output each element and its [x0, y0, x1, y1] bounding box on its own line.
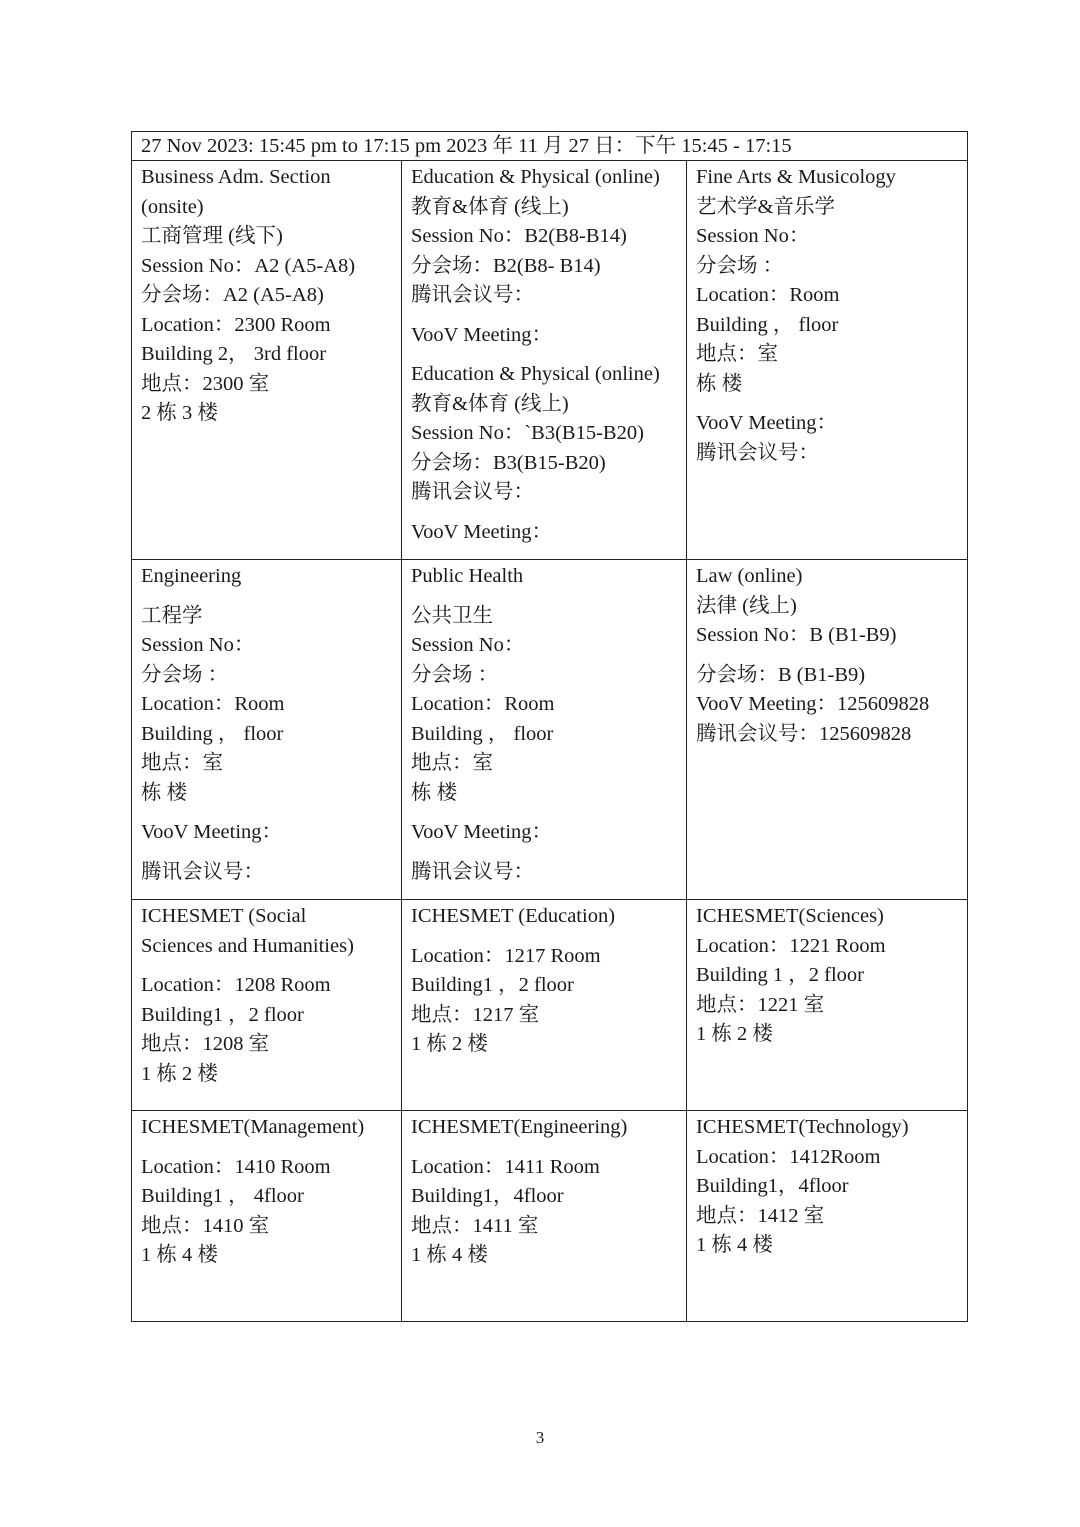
cell-text-line: 地点：2300 室	[141, 372, 270, 395]
session-cell-fine-arts-musicology	[687, 161, 968, 560]
cell-text-line: 工商管理 (线下)	[141, 225, 283, 247]
cell-text-line: 地点：1410 室	[141, 1214, 270, 1237]
session-cell-law	[687, 560, 968, 900]
cell-text-line: Building1，4floor	[411, 1185, 564, 1207]
cell-text-line: 1 栋 4 楼	[411, 1244, 488, 1266]
cell-text-line: 地点：1411 室	[411, 1214, 539, 1237]
cell-text-line: Location：1221 Room	[696, 934, 886, 957]
session-cell-ichesmet-engineering	[402, 1111, 687, 1322]
cell-text-line: Session No：	[696, 225, 810, 247]
cell-text-line: Building ， floor	[411, 722, 554, 745]
cell-text-line: 地点：室	[141, 752, 223, 774]
cell-text-line: 教育&体育 (线上)	[411, 195, 569, 218]
cell-text-line: ICHESMET(Management)	[141, 1116, 365, 1138]
session-row	[132, 560, 968, 900]
cell-text-line: Engineering	[141, 565, 242, 587]
cell-text-line: Building ， floor	[696, 313, 839, 336]
cell-text-line: ICHESMET (Education)	[411, 905, 616, 927]
cell-text-line: Session No：	[141, 634, 255, 656]
session-cell-ichesmet-technology	[687, 1111, 968, 1322]
cell-text-line: 地点：1208 室	[141, 1033, 270, 1055]
cell-text-line: Session No：B2(B8-B14)	[411, 225, 627, 247]
cell-text-line: Business Adm. Section	[141, 166, 331, 188]
cell-text-line: VooV Meeting：	[696, 412, 838, 434]
cell-text-line: Building1 ，2 floor	[411, 974, 574, 996]
cell-text-line: Location：1412Room	[696, 1145, 881, 1168]
cell-text-line: Location：1208 Room	[141, 974, 331, 996]
session-cell-business-adm	[132, 161, 402, 560]
cell-text-line: 栋 楼	[411, 781, 458, 804]
cell-text-line: 地点：室	[411, 752, 493, 774]
cell-text-line: ICHESMET(Sciences)	[696, 905, 884, 927]
session-cell-education-physical	[402, 161, 687, 560]
cell-text-line: 教育&体育 (线上)	[411, 392, 569, 415]
cell-text-line: Fine Arts & Musicology	[696, 166, 896, 188]
schedule-header-row	[132, 132, 968, 161]
cell-text-line: Education & Physical (online)	[411, 363, 660, 385]
cell-text-line: Session No：B (B1-B9)	[696, 624, 897, 646]
cell-text-line: Education & Physical (online)	[411, 166, 660, 188]
cell-text-line: 1 栋 2 楼	[411, 1033, 488, 1055]
cell-text-line: 分会场：B3(B15-B20)	[411, 451, 606, 474]
session-cell-ichesmet-social-sciences	[132, 900, 402, 1111]
cell-text-line: 栋 楼	[696, 372, 743, 395]
cell-text-line: 腾讯会议号：	[411, 284, 534, 306]
session-cell-ichesmet-sciences	[687, 900, 968, 1111]
cell-text-line: 分会场 ：	[141, 663, 229, 686]
cell-text-line: Location：1410 Room	[141, 1155, 331, 1178]
cell-text-line: 艺术学&音乐学	[696, 195, 835, 218]
cell-text-line: 分会场：B2(B8- B14)	[411, 254, 601, 277]
cell-text-line: ICHESMET (Social	[141, 905, 307, 927]
cell-text-line: 1 栋 4 楼	[696, 1234, 773, 1256]
cell-text-line: (onsite)	[141, 195, 204, 218]
cell-text-line: Building1 ， 4floor	[141, 1185, 304, 1207]
cell-text-line: 栋 楼	[141, 781, 188, 804]
cell-text-line: VooV Meeting：125609828	[696, 693, 930, 715]
cell-text-line: Location：Room	[696, 284, 840, 306]
cell-text-line: 分会场 ：	[411, 663, 499, 686]
cell-text-line: Session No：A2 (A5-A8)	[141, 254, 356, 277]
cell-text-line: Building 1 ，2 floor	[696, 964, 864, 986]
cell-text-line: Session No：	[411, 634, 525, 656]
session-row	[132, 161, 968, 560]
session-cell-public-health	[402, 560, 687, 900]
cell-text-line: 1 栋 2 楼	[696, 1023, 773, 1045]
cell-text-line: ICHESMET(Technology)	[696, 1116, 909, 1138]
cell-text-line: 腾讯会议号：	[411, 481, 534, 503]
cell-text-line: VooV Meeting：	[141, 821, 283, 843]
cell-text-line: Sciences and Humanities)	[141, 934, 354, 957]
page-number: 3	[535, 1428, 545, 1447]
cell-text-line: 1 栋 4 楼	[141, 1244, 218, 1266]
cell-text-line: Building1 ，2 floor	[141, 1003, 304, 1026]
session-cell-engineering	[132, 560, 402, 900]
cell-text-line: 分会场：A2 (A5-A8)	[141, 284, 324, 306]
cell-text-line: 分会场 ：	[696, 254, 784, 277]
cell-text-line: Location：1411 Room	[411, 1155, 600, 1178]
cell-text-line: Location：1217 Room	[411, 944, 601, 967]
cell-text-line: 腾讯会议号：	[411, 860, 534, 883]
cell-text-line: 地点：室	[696, 343, 778, 365]
session-cell-ichesmet-education	[402, 900, 687, 1111]
cell-text-line: Law (online)	[696, 565, 803, 587]
cell-text-line: 地点：1217 室	[411, 1003, 540, 1026]
cell-text-line: Building 2， 3rd floor	[141, 343, 327, 365]
cell-text-line: 1 栋 2 楼	[141, 1062, 218, 1085]
session-row	[132, 900, 968, 1111]
session-schedule-table	[131, 131, 968, 1322]
cell-text-line: Public Health	[411, 565, 524, 587]
cell-text-line: 工程学	[141, 604, 203, 627]
schedule-date-time-header: 27 Nov 2023: 15:45 pm to 17:15 pm 2023 年 11 月 27 日：下午 15:45 - 17:15	[132, 132, 968, 161]
cell-text-line: 分会场：B (B1-B9)	[696, 663, 866, 686]
cell-text-line: 2 栋 3 楼	[141, 402, 218, 424]
session-row	[132, 1111, 968, 1322]
cell-text-line: Building1，4floor	[696, 1175, 849, 1197]
cell-text-line: VooV Meeting：	[411, 520, 553, 543]
cell-text-line: Session No：`B3(B15-B20)	[411, 422, 644, 444]
cell-text-line: VooV Meeting：	[411, 323, 553, 346]
cell-text-line: Location：Room	[411, 693, 555, 715]
cell-text-line: Building ， floor	[141, 722, 284, 745]
cell-text-line: 腾讯会议号：125609828	[696, 722, 912, 745]
session-cell-ichesmet-management	[132, 1111, 402, 1322]
cell-text-line: 腾讯会议号：	[141, 860, 264, 883]
cell-text-line: 法律 (线上)	[696, 594, 797, 617]
cell-text-line: 地点：1221 室	[696, 993, 825, 1016]
cell-text-line: ICHESMET(Engineering)	[411, 1116, 628, 1138]
cell-text-line: 地点：1412 室	[696, 1204, 825, 1227]
cell-text-line: Location：2300 Room	[141, 313, 331, 336]
cell-text-line: 腾讯会议号：	[696, 441, 819, 464]
cell-text-line: Location：Room	[141, 693, 285, 715]
cell-text-line: VooV Meeting：	[411, 821, 553, 843]
cell-text-line: 公共卫生	[411, 604, 493, 627]
